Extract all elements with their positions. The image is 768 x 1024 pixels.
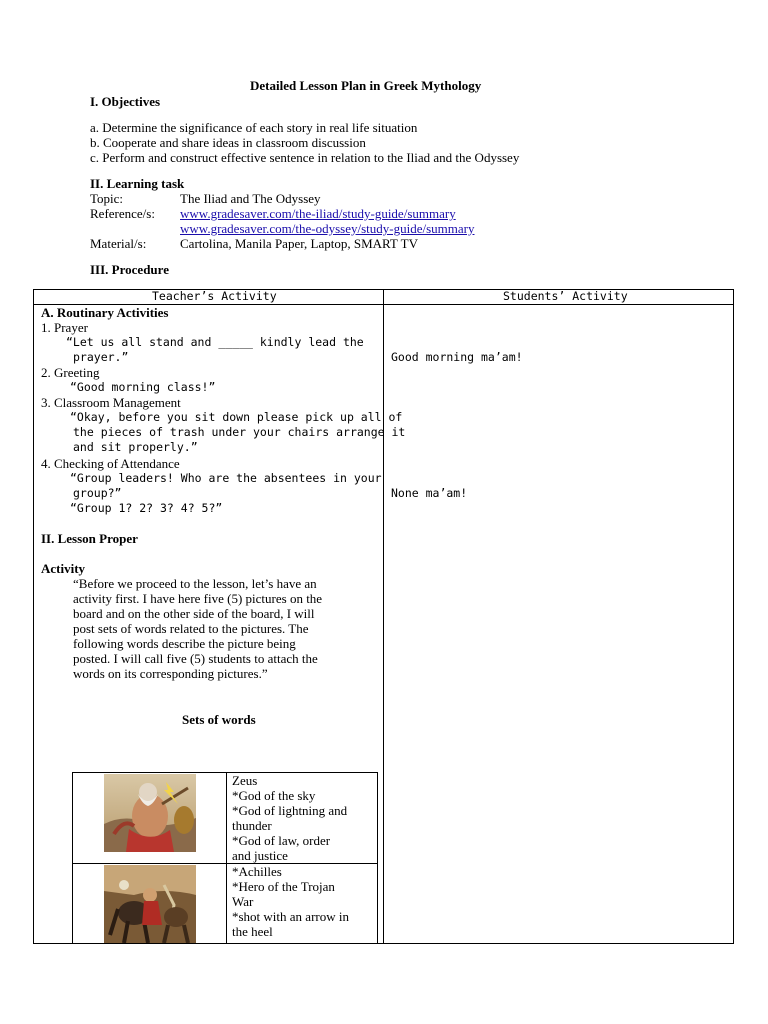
- table-right-border: [733, 289, 734, 944]
- prayer-line-2: prayer.”: [73, 350, 129, 364]
- procedure-heading: III. Procedure: [90, 262, 169, 277]
- greeting-line: “Good morning class!”: [70, 380, 216, 394]
- achilles-word-1: *Achilles: [232, 864, 282, 879]
- objective-a: a. Determine the significance of each story in real life situation: [90, 120, 418, 135]
- teacher-activity-header: Teacher’s Activity: [152, 289, 277, 303]
- attendance-label: 4. Checking of Attendance: [41, 456, 180, 471]
- activity-heading: Activity: [41, 561, 86, 576]
- words-table-left-border: [72, 772, 73, 944]
- activity-line-2: activity first. I have here five (5) pictures on the: [73, 591, 323, 606]
- reference-label: Reference/s:: [90, 206, 155, 221]
- activity-line-3: board and on the other side of the board, I will: [73, 606, 315, 621]
- objectives-heading: I. Objectives: [90, 94, 161, 109]
- objective-b: b. Cooperate and share ideas in classroom discussion: [90, 135, 366, 150]
- document-title: Detailed Lesson Plan in Greek Mythology: [250, 78, 482, 93]
- reference-link-odyssey[interactable]: www.gradesaver.com/the-odyssey/study-guide/summary: [180, 221, 475, 236]
- activity-line-1: “Before we proceed to the lesson, let’s have an: [73, 576, 317, 591]
- activity-line-6: posted. I will call five (5) students to attach the: [73, 651, 318, 666]
- classroom-line-1: “Okay, before you sit down please pick up all of: [70, 410, 403, 424]
- zeus-word-6: and justice: [232, 848, 288, 863]
- lesson-proper-heading: II. Lesson Proper: [41, 531, 138, 546]
- attendance-line-1: “Group leaders! Who are the absentees in your: [70, 471, 382, 485]
- words-table-top-border: [72, 772, 378, 773]
- zeus-word-1: Zeus: [232, 773, 258, 788]
- student-reply-greeting: Good morning ma’am!: [391, 350, 523, 364]
- table-left-border: [33, 289, 34, 944]
- classroom-line-3: and sit properly.”: [73, 440, 198, 454]
- achilles-word-3: War: [232, 894, 254, 909]
- students-activity-header: Students’ Activity: [503, 289, 628, 303]
- classroom-label: 3. Classroom Management: [41, 395, 181, 410]
- classroom-line-2: the pieces of trash under your chairs arrange it: [73, 425, 406, 439]
- attendance-line-3: “Group 1? 2? 3? 4? 5?”: [70, 501, 223, 515]
- topic-value: The Iliad and The Odyssey: [180, 191, 321, 206]
- activity-line-5: following words describe the picture being: [73, 636, 296, 651]
- zeus-word-5: *God of law, order: [232, 833, 331, 848]
- prayer-line-1: “Let us all stand and _____ kindly lead the: [66, 335, 364, 349]
- achilles-picture: [104, 865, 196, 943]
- achilles-word-2: *Hero of the Trojan: [232, 879, 335, 894]
- words-table-right-border: [377, 772, 378, 944]
- prayer-label: 1. Prayer: [41, 320, 88, 335]
- achilles-word-5: the heel: [232, 924, 273, 939]
- words-table-middle-border: [226, 772, 227, 944]
- sets-of-words-heading: Sets of words: [182, 712, 256, 727]
- routinary-heading: A. Routinary Activities: [41, 305, 169, 320]
- activity-line-7: words on its corresponding pictures.”: [73, 666, 268, 681]
- zeus-word-2: *God of the sky: [232, 788, 316, 803]
- table-middle-border: [383, 289, 384, 944]
- achilles-word-4: *shot with an arrow in: [232, 909, 349, 924]
- objective-c: c. Perform and construct effective sentence in relation to the Iliad and the Odyssey: [90, 150, 520, 165]
- reference-link-iliad[interactable]: www.gradesaver.com/the-iliad/study-guide/summary: [180, 206, 456, 221]
- zeus-word-3: *God of lightning and: [232, 803, 348, 818]
- greeting-label: 2. Greeting: [41, 365, 100, 380]
- words-table-row-border: [72, 863, 378, 864]
- topic-label: Topic:: [90, 191, 124, 206]
- material-value: Cartolina, Manila Paper, Laptop, SMART TV: [180, 236, 418, 251]
- material-label: Material/s:: [90, 236, 147, 251]
- student-reply-attendance: None ma’am!: [391, 486, 468, 500]
- attendance-line-2: group?”: [73, 486, 122, 500]
- activity-line-4: post sets of words related to the pictures. The: [73, 621, 309, 636]
- zeus-word-4: thunder: [232, 818, 272, 833]
- zeus-picture: [104, 774, 196, 852]
- learning-task-heading: II. Learning task: [90, 176, 185, 191]
